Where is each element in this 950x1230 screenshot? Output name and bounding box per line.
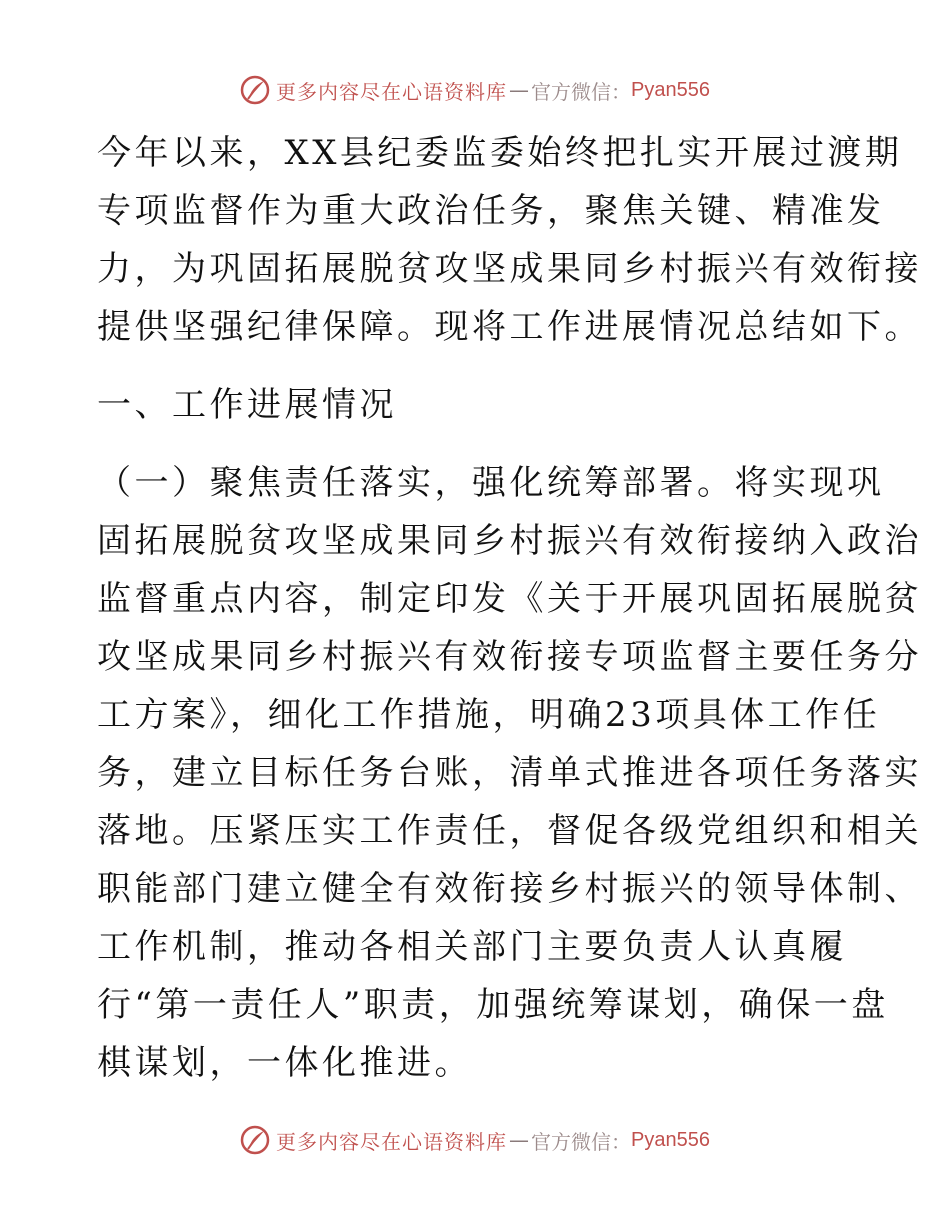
watermark-wechat-id: Pyan556 (631, 1128, 710, 1151)
footer-watermark (0, 1120, 950, 1160)
watermark-separator: — (509, 1128, 530, 1152)
paragraph-line: 今年以来，XX县纪委监委始终把扎实开展过渡期 (97, 133, 903, 173)
paragraph-responsibility (97, 454, 922, 1092)
paragraph-line: 监督重点内容，制定印发《关于开展巩固拓展脱贫 (97, 579, 922, 619)
quill-logo-icon (240, 75, 270, 105)
paragraph-intro (97, 124, 922, 356)
watermark-separator: — (509, 78, 530, 102)
paragraph-line: 力，为巩固拓展脱贫攻坚成果同乡村振兴有效衔接 (97, 249, 922, 289)
watermark-wechat-id: Pyan556 (631, 78, 710, 101)
paragraph-line: 专项监督作为重大政治任务，聚焦关键、精准发 (97, 191, 885, 231)
paragraph-line: （一）聚焦责任落实，强化统筹部署。将实现巩 (97, 463, 885, 503)
watermark-site-text: 更多内容尽在心语资料库 (276, 79, 508, 104)
section-heading: 一、工作进展情况 (97, 385, 397, 425)
watermark-site-text: 更多内容尽在心语资料库 (276, 1129, 508, 1154)
paragraph-line: 落地。压紧压实工作责任，督促各级党组织和相关 (97, 811, 922, 851)
watermark-wechat-label: 官方微信： (531, 79, 632, 104)
paragraph-line: 工方案》，细化工作措施，明确23项具体工作任 (97, 695, 881, 735)
paragraph-line: 提供坚强纪律保障。现将工作进展情况总结如下。 (97, 307, 922, 347)
paragraph-line: 攻坚成果同乡村振兴有效衔接专项监督主要任务分 (97, 637, 922, 677)
paragraph-line: 行“第一责任人”职责，加强统筹谋划，确保一盘 (97, 985, 889, 1025)
quill-logo-icon (240, 1125, 270, 1155)
paragraph-line: 固拓展脱贫攻坚成果同乡村振兴有效衔接纳入政治 (97, 521, 922, 561)
document-body (97, 124, 922, 1092)
header-watermark (0, 70, 950, 110)
watermark-wechat-label: 官方微信： (531, 1129, 632, 1154)
paragraph-line: 工作机制，推动各相关部门主要负责人认真履 (97, 927, 847, 967)
paragraph-line: 职能部门建立健全有效衔接乡村振兴的领导体制、 (97, 869, 922, 909)
paragraph-line: 务，建立目标任务台账，清单式推进各项任务落实 (97, 753, 922, 793)
paragraph-line: 棋谋划，一体化推进。 (97, 1043, 472, 1083)
